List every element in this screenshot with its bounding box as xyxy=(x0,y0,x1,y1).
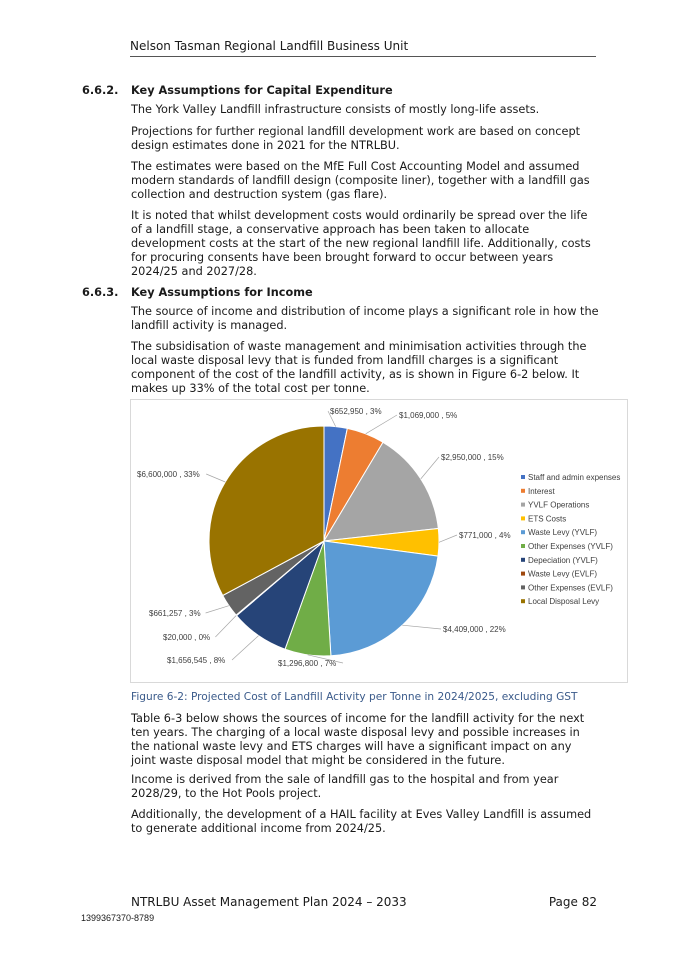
section-title: Key Assumptions for Capital Expenditure xyxy=(131,84,393,97)
legend-entry: Other Expenses (EVLF) xyxy=(528,583,613,593)
legend-entry: Other Expenses (YVLF) xyxy=(528,542,613,551)
leader-line xyxy=(206,606,229,613)
data-label: $1,656,545 , 8% xyxy=(167,656,226,665)
legend-swatch xyxy=(521,503,525,507)
data-label: $771,000 , 4% xyxy=(459,531,511,540)
leader-line xyxy=(232,636,259,660)
leader-line xyxy=(421,457,439,479)
legend-swatch xyxy=(521,489,525,493)
legend-entry: Waste Levy (EVLF) xyxy=(528,569,598,579)
legend-swatch xyxy=(521,599,525,603)
paragraph: The estimates were based on the MfE Full Cost Accounting Model and assumed modern standards of landfill design (composite liner), together with a landfill gas collection and destruction system (gas flare). xyxy=(131,160,590,201)
section-number: 6.6.3. xyxy=(82,286,119,299)
figure-caption: Figure 6-2: Projected Cost of Landfill Activity per Tonne in 2024/2025, excluding GST xyxy=(131,691,578,703)
data-label: $652,950 , 3% xyxy=(330,407,382,416)
paragraph: The subsidisation of waste management and minimisation activities through the local waste disposal levy that is funded from landfill charges is a significant component of the cost of the landfill activity, as is shown in Figure 6-2 below. It makes up 33% of the total cost per tonne. xyxy=(131,340,587,395)
section-heading-income xyxy=(82,286,313,299)
legend-entry: YVLF Operations xyxy=(528,500,590,510)
paragraph: The source of income and distribution of income plays a significant role in how the landfill activity is managed. xyxy=(131,305,599,332)
page-header: Nelson Tasman Regional Landfill Business Unit xyxy=(130,39,596,57)
legend-swatch xyxy=(521,544,525,548)
data-label: $2,950,000 , 15% xyxy=(441,453,504,462)
legend-swatch xyxy=(521,585,525,589)
legend-swatch xyxy=(521,558,525,562)
page-number: Page 82 xyxy=(548,895,597,909)
pie-slice xyxy=(324,541,438,656)
section-heading-capex xyxy=(82,84,393,97)
leader-line xyxy=(366,415,397,434)
paragraph: Projections for further regional landfill development work are based on concept design estimates done in 2021 for the NTRLBU. xyxy=(131,125,581,152)
legend-swatch xyxy=(521,530,525,534)
document-id: 1399367370-8789 xyxy=(81,913,155,923)
data-label: $661,257 , 3% xyxy=(149,609,201,618)
legend-entry: ETS Costs xyxy=(528,514,567,524)
legend-entry: Depeciation (YVLF) xyxy=(528,555,598,565)
paragraph: It is noted that whilst development costs would ordinarily be spread over the life of a landfill stage, a conservative approach has been taken to allocate development costs at the start of the new regional landfill life. Additionally, costs for procuring consents have been brought forward to occur between years 2024/25 and 2027/28. xyxy=(131,209,591,278)
data-label: $4,409,000 , 22% xyxy=(443,625,506,634)
pie-chart xyxy=(131,400,627,682)
legend-entry: Staff and admin expenses xyxy=(528,473,621,482)
footer-title: NTRLBU Asset Management Plan 2024 – 2033 xyxy=(131,895,407,909)
legend-entry: Local Disposal Levy xyxy=(528,597,600,607)
section-number: 6.6.2. xyxy=(82,84,119,97)
paragraph: Additionally, the development of a HAIL facility at Eves Valley Landfill is assumed to generate additional income from 2024/25. xyxy=(131,808,592,835)
paragraph: Income is derived from the sale of landfill gas to the hospital and from year 2028/29, to the Hot Pools project. xyxy=(131,773,559,800)
data-label: $20,000 , 0% xyxy=(163,633,211,642)
legend-swatch xyxy=(521,475,525,479)
legend-swatch xyxy=(521,572,525,576)
data-label: $6,600,000 , 33% xyxy=(137,470,200,479)
paragraph: The York Valley Landfill infrastructure consists of mostly long-life assets. xyxy=(131,103,540,116)
leader-line xyxy=(402,625,441,629)
data-label: $1,296,800 , 7% xyxy=(278,659,337,668)
data-label: $1,069,000 , 5% xyxy=(399,411,458,420)
page-footer xyxy=(131,895,597,909)
leader-line xyxy=(215,615,236,637)
section-title: Key Assumptions for Income xyxy=(131,286,313,299)
leader-line xyxy=(439,535,457,542)
legend-entry: Waste Levy (YVLF) xyxy=(528,528,598,538)
legend-entry: Interest xyxy=(528,486,555,496)
legend-swatch xyxy=(521,516,525,520)
leader-line xyxy=(206,474,225,482)
paragraph: Table 6-3 below shows the sources of income for the landfill activity for the next ten years. The charging of a local waste disposal levy and possible increases in the national waste levy and ETS charges will have a significant impact on any joint waste disposal model that might be considered in the future. xyxy=(131,712,585,767)
pie-chart-frame xyxy=(130,399,628,683)
